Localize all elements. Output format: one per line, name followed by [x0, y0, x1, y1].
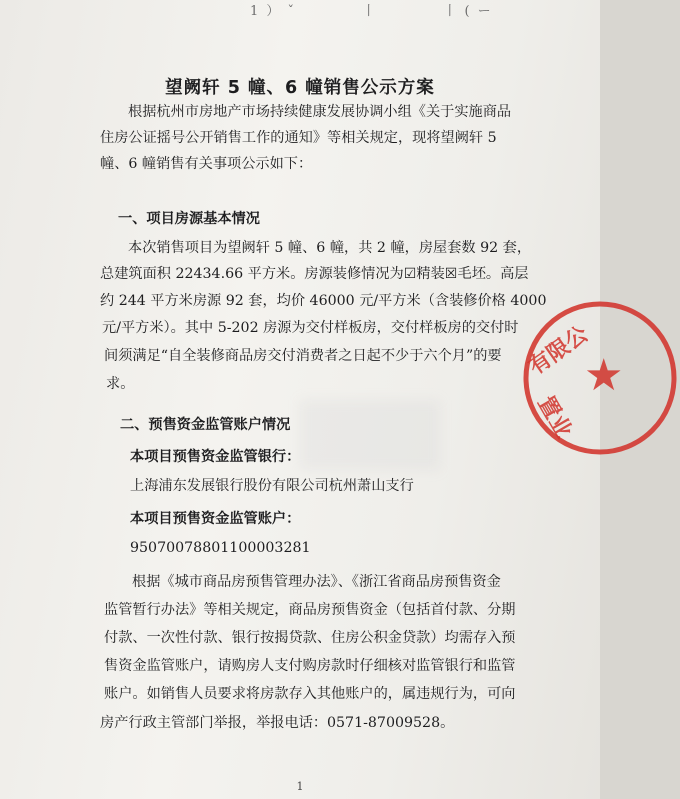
section-1-line-3: 约 244 平方米房源 92 套，均价 46000 元/平方米（含装修价格 4000 — [100, 293, 547, 309]
account-number: 95070078801100003281 — [130, 540, 311, 556]
page-number: 1 — [296, 780, 304, 793]
section-2-line-1: 根据《城市商品房预售管理办法》、《浙江省商品房预售资金 — [132, 574, 501, 590]
bank-name: 上海浦东发展银行股份有限公司杭州萧山支行 — [130, 478, 414, 494]
section-1-line-2: 总建筑面积 22434.66 平方米。房源装修情况为☑精装☒毛坯。高层 — [100, 266, 529, 282]
top-edge-handwriting — [250, 0, 553, 19]
scribble-3: 丨 ( ー — [443, 4, 493, 19]
seal-star-icon: ★ — [584, 350, 624, 401]
section-2-line-6: 房产行政主管部门举报，举报电话：0571-87009528。 — [100, 715, 455, 731]
section-1-line-6: 求。 — [106, 376, 135, 392]
seal-text-bottom: 置业 — [532, 392, 577, 443]
section-1-line-5: 间须满足“自全装修商品房交付消费者之日起不少于六个月”的要 — [104, 348, 502, 364]
account-label: 本项目预售资金监管账户： — [130, 511, 301, 527]
scribble-2: 丨 — [362, 4, 378, 19]
section-2-line-2: 监管暂行办法》等相关规定，商品房预售资金（包括首付款、分期 — [104, 602, 516, 618]
document-title: 望阙轩 5 幢、6 幢销售公示方案 — [165, 78, 435, 98]
background-shadow — [300, 400, 440, 470]
section-1-heading: 一、项目房源基本情况 — [118, 211, 260, 227]
bank-label: 本项目预售资金监管银行： — [130, 449, 301, 465]
section-2-line-5: 账户。如销售人员要求将房款存入其他账户的，属违规行为，可向 — [104, 686, 516, 702]
seal-text-top: 有限公 — [524, 321, 593, 381]
section-1-line-1: 本次销售项目为望阙轩 5 幢、6 幢，共 2 幢，房屋套数 92 套， — [128, 240, 532, 256]
scribble-1: 1 ） ˇ — [250, 4, 297, 19]
intro-line-3: 幢、6 幢销售有关事项公示如下： — [100, 156, 313, 172]
section-2-heading: 二、预售资金监管账户情况 — [120, 417, 291, 433]
section-1-line-4: 元/平方米）。其中 5-202 房源为交付样板房，交付样板房的交付时 — [102, 320, 519, 336]
intro-line-1: 根据杭州市房地产市场持续健康发展协调小组《关于实施商品 — [128, 104, 512, 120]
intro-line-2: 住房公证摇号公开销售工作的通知》等相关规定，现将望阙轩 5 — [100, 130, 497, 146]
section-2-line-4: 售资金监管账户，请购房人支付购房款时仔细核对监管银行和监管 — [104, 658, 516, 674]
company-seal-icon — [520, 298, 680, 458]
section-2-line-3: 付款、一次性付款、银行按揭贷款、住房公积金贷款）均需存入预 — [104, 630, 516, 646]
